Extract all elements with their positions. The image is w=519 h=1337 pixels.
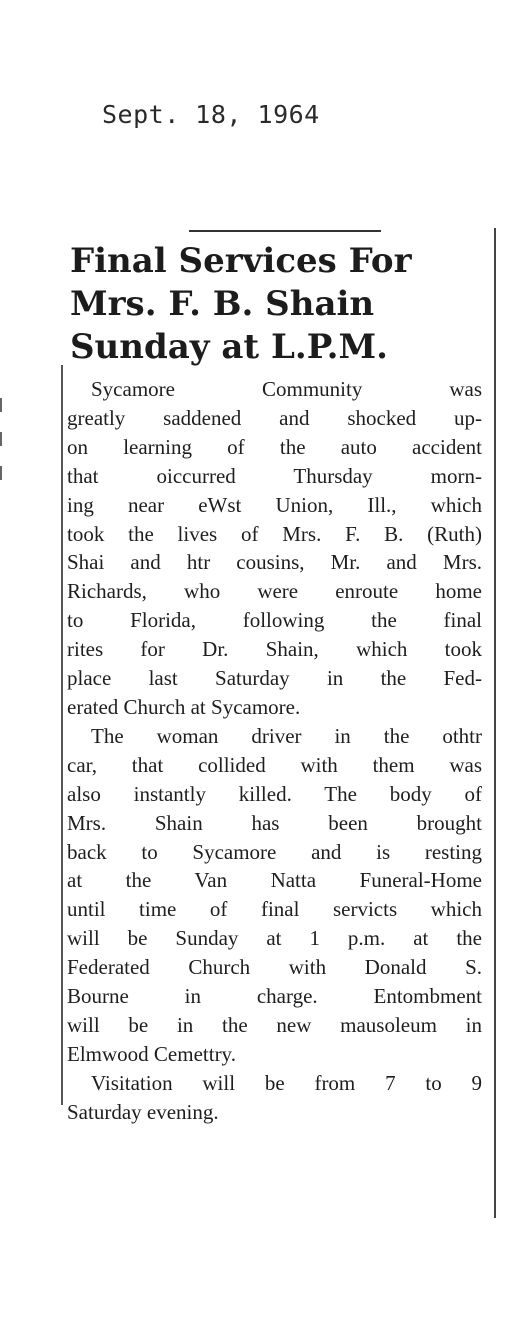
- body-line: that oiccurred Thursday morn-: [67, 463, 482, 488]
- body-line: greatly saddened and shocked up-: [67, 405, 482, 430]
- right-column-rule: [494, 228, 496, 1218]
- body-line: on learning of the auto accident: [67, 434, 482, 459]
- body-line: to Florida, following the final: [67, 608, 482, 633]
- body-line: took the lives of Mrs. F. B. (Ruth): [67, 521, 482, 546]
- clipping-date: Sept. 18, 1964: [102, 100, 320, 129]
- body-line: Sycamore Community was: [91, 377, 482, 401]
- body-line: Federated Church with Donald S.: [67, 955, 482, 980]
- body-line: back to Sycamore and is resting: [67, 839, 482, 864]
- margin-mark: [0, 432, 2, 446]
- paragraph-services: [67, 722, 482, 1069]
- body-line: Shai and htr cousins, Mr. and Mrs.: [67, 550, 482, 575]
- body-line: Richards, who were enroute home: [67, 579, 482, 604]
- body-line: The woman driver in the othtr: [91, 723, 482, 748]
- body-line: Mrs. Shain has been brought: [67, 810, 482, 835]
- body-line: car, that collided with them was: [67, 752, 482, 777]
- body-line: Saturday evening.: [67, 1099, 219, 1124]
- body-line: ing near eWst Union, Ill., which: [67, 492, 482, 517]
- headline-line-1: Final Services For: [70, 241, 412, 281]
- body-line: Visitation will be from 7 to 9: [91, 1070, 482, 1095]
- article-body: [67, 375, 482, 1127]
- body-line: until time of final servicts which: [67, 897, 482, 922]
- body-line: will be Sunday at 1 p.m. at the: [67, 926, 482, 951]
- body-line: rites for Dr. Shain, which took: [67, 637, 482, 662]
- margin-mark: [0, 398, 2, 412]
- body-line: at the Van Natta Funeral-Home: [67, 868, 482, 893]
- headline: [70, 240, 470, 369]
- paragraph-visitation: [67, 1069, 482, 1127]
- body-line: erated Church at Sycamore.: [67, 694, 301, 719]
- headline-line-3: Sunday at L.P.M.: [70, 327, 388, 367]
- left-column-rule: [61, 365, 63, 1105]
- paragraph-accident: [67, 375, 482, 722]
- body-line: place last Saturday in the Fed-: [67, 666, 482, 691]
- body-line: also instantly killed. The body of: [67, 781, 482, 806]
- headline-line-2: Mrs. F. B. Shain: [70, 284, 375, 324]
- body-line: Bourne in charge. Entombment: [67, 984, 482, 1009]
- body-line: Elmwood Cemettry.: [67, 1041, 236, 1066]
- body-line: will be in the new mausoleum in: [67, 1012, 482, 1037]
- top-rule: [189, 230, 381, 232]
- margin-mark: [0, 466, 2, 480]
